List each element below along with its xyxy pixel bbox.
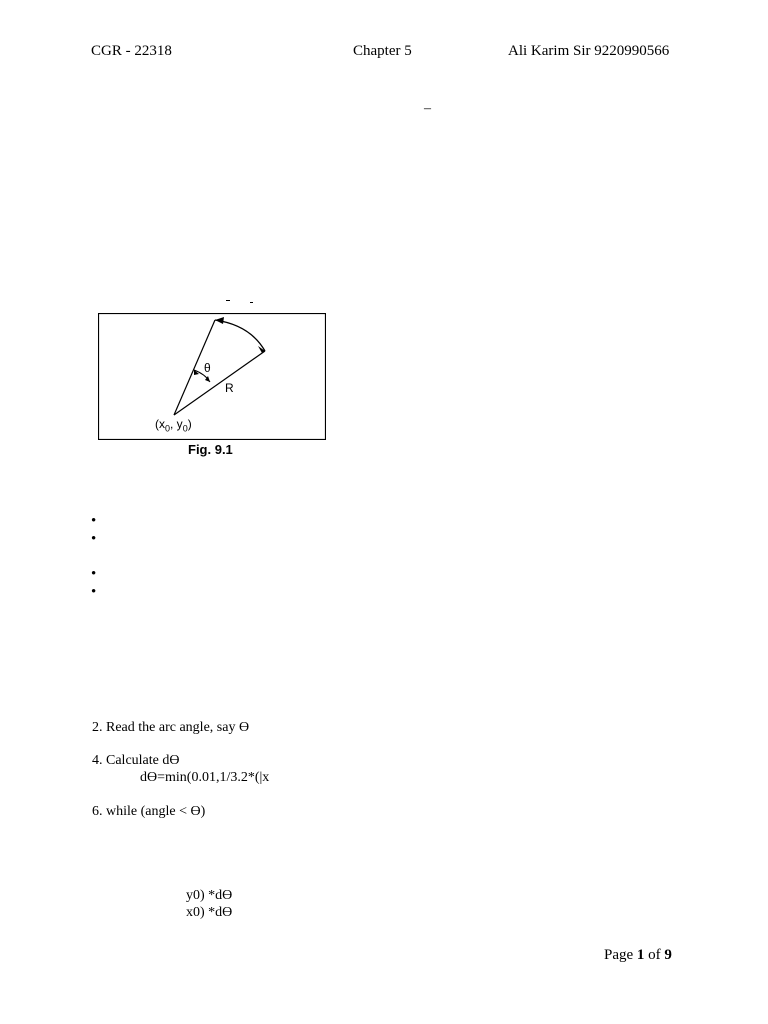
header-chapter: Chapter 5	[353, 43, 412, 59]
step-2-text: 2. Read the arc angle, say Ɵ	[92, 720, 250, 735]
figure-border	[99, 314, 326, 440]
origin-label: ($x_0$, $y_0$)	[155, 417, 192, 434]
header-course-code: CGR - 22318	[91, 43, 172, 59]
step-4-formula: dƟ=min(0.01,1/3.2*(|x	[140, 770, 270, 785]
step-6-text: 6. while (angle < Ɵ)	[92, 804, 206, 819]
page-number: Page 1 of 9	[604, 947, 672, 963]
stray-dash: –	[424, 101, 431, 116]
arc-curve	[215, 320, 265, 351]
stray-mark-1	[226, 300, 230, 301]
bullet-3: •	[91, 566, 97, 582]
x-update-line: x0) *dƟ	[186, 905, 233, 920]
step-4-text: 4. Calculate dƟ	[92, 753, 180, 768]
radius-label: R	[225, 381, 234, 395]
arc-arrowhead-icon	[215, 317, 224, 324]
header-author: Ali Karim Sir 9220990566	[508, 43, 670, 59]
bullet-1: •	[91, 513, 97, 529]
arc-figure	[98, 313, 326, 440]
stray-mark-2	[250, 302, 253, 303]
theta-label: θ	[204, 361, 211, 375]
arc-figure-svg	[98, 313, 326, 440]
bullet-4: •	[91, 584, 97, 600]
bullet-2: •	[91, 531, 97, 547]
y-update-line: y0) *dƟ	[186, 888, 233, 903]
figure-caption: Fig. 9.1	[188, 442, 233, 457]
